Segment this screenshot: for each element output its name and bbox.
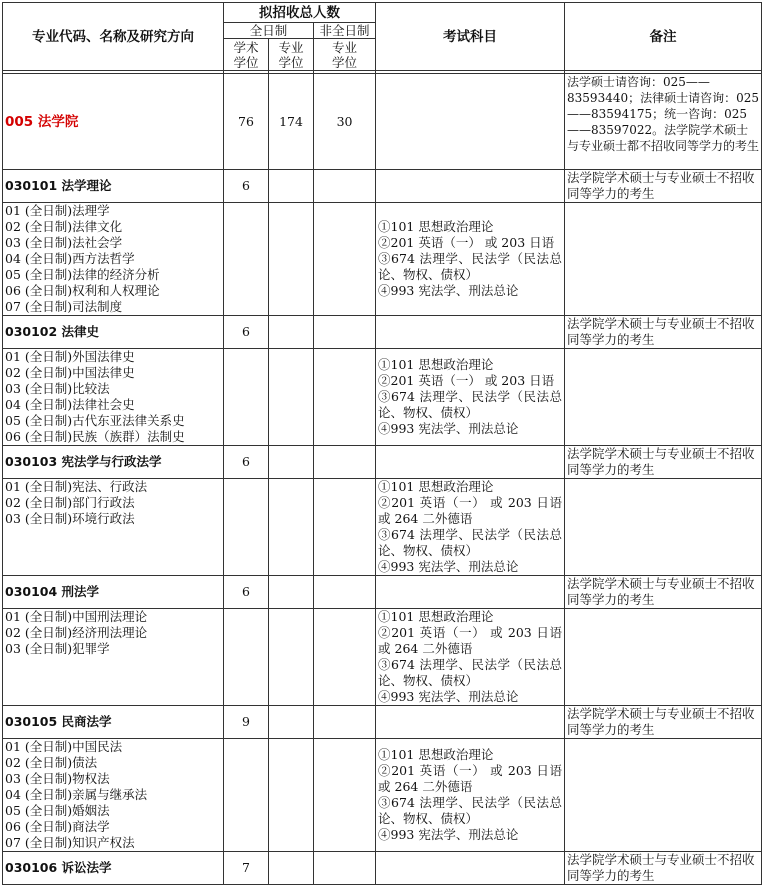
- list-item: 01 (全日制)法理学: [5, 203, 110, 218]
- exam-item: ④993 宪法学、刑法总论: [378, 421, 519, 436]
- list-item: 01 (全日制)中国刑法理论: [5, 609, 148, 624]
- list-item: 05 (全日制)婚姻法: [5, 803, 110, 818]
- direction-row: [3, 609, 762, 706]
- college-academic: 76: [224, 74, 269, 170]
- college-name: 005 法学院: [3, 74, 224, 170]
- major-code: 030104 刑法学: [3, 576, 224, 609]
- header-parttime: 非全日制: [314, 23, 376, 39]
- header-enroll-total: 拟招收总人数: [224, 3, 376, 23]
- exam-item: ④993 宪法学、刑法总论: [378, 689, 519, 704]
- major-row: [3, 170, 762, 203]
- exam-item: ②201 英语（一） 或 203 日语或 264 二外德语: [378, 763, 563, 794]
- exam-subjects: [376, 479, 565, 576]
- list-item: 07 (全日制)司法制度: [5, 299, 123, 314]
- major-code: 030103 宪法学与行政法学: [3, 446, 224, 479]
- major-row: [3, 316, 762, 349]
- list-item: 04 (全日制)法律社会史: [5, 397, 135, 412]
- major-academic: 6: [224, 446, 269, 479]
- exam-subjects: [376, 609, 565, 706]
- major-code: 030101 法学理论: [3, 170, 224, 203]
- exam-item: ①101 思想政治理论: [378, 357, 494, 372]
- list-item: 03 (全日制)比较法: [5, 381, 110, 396]
- header-academic: 学术 学位: [224, 39, 269, 71]
- list-item: 07 (全日制)知识产权法: [5, 835, 135, 850]
- major-remark: 法学院学术硕士与专业硕士不招收同等学力的考生: [565, 576, 762, 609]
- header-exam: 考试科目: [376, 3, 565, 71]
- exam-item: ②201 英语（一） 或 203 日语或 264 二外德语: [378, 495, 563, 526]
- direction-row: [3, 349, 762, 446]
- list-item: 02 (全日制)中国法律史: [5, 365, 135, 380]
- direction-list: [3, 609, 224, 706]
- major-remark: 法学院学术硕士与专业硕士不招收同等学力的考生: [565, 446, 762, 479]
- major-academic: 6: [224, 170, 269, 203]
- major-row: [3, 706, 762, 739]
- header-remark: 备注: [565, 3, 762, 71]
- header-professional-parttime: 专业 学位: [314, 39, 376, 71]
- exam-item: ③674 法理学、民法学（民法总论、物权、债权）: [378, 251, 563, 282]
- major-code: 030102 法律史: [3, 316, 224, 349]
- list-item: 05 (全日制)古代东亚法律关系史: [5, 413, 185, 428]
- header-professional: 专业 学位: [269, 39, 314, 71]
- direction-list: [3, 349, 224, 446]
- exam-subjects: [376, 203, 565, 316]
- enrollment-table: [2, 2, 762, 885]
- major-remark: 法学院学术硕士与专业硕士不招收同等学力的考生: [565, 852, 762, 885]
- major-academic: 6: [224, 316, 269, 349]
- list-item: 02 (全日制)法律文化: [5, 219, 123, 234]
- major-row: [3, 446, 762, 479]
- list-item: 02 (全日制)部门行政法: [5, 495, 135, 510]
- major-remark: 法学院学术硕士与专业硕士不招收同等学力的考生: [565, 706, 762, 739]
- exam-item: ③674 法理学、民法学（民法总论、物权、债权）: [378, 795, 563, 826]
- list-item: 04 (全日制)西方法哲学: [5, 251, 135, 266]
- exam-subjects: [376, 349, 565, 446]
- college-row: [3, 74, 762, 170]
- header-fulltime: 全日制: [224, 23, 314, 39]
- list-item: 06 (全日制)权利和人权理论: [5, 283, 160, 298]
- list-item: 04 (全日制)亲属与继承法: [5, 787, 148, 802]
- college-professional: 174: [269, 74, 314, 170]
- major-row: [3, 576, 762, 609]
- college-remark: 法学硕士请咨询：025——83593440；法律硕士请咨询：025——83594175；统一咨询：025——83597022。法学院学术硕士与专业硕士都不招收同等学力的考生: [565, 74, 762, 170]
- list-item: 06 (全日制)商法学: [5, 819, 110, 834]
- list-item: 03 (全日制)环境行政法: [5, 511, 135, 526]
- college-parttime: 30: [314, 74, 376, 170]
- list-item: 06 (全日制)民族（族群）法制史: [5, 429, 185, 444]
- exam-item: ②201 英语（一） 或 203 日语或 264 二外德语: [378, 625, 563, 656]
- major-academic: 9: [224, 706, 269, 739]
- list-item: 01 (全日制)宪法、行政法: [5, 479, 148, 494]
- list-item: 01 (全日制)中国民法: [5, 739, 123, 754]
- exam-item: ①101 思想政治理论: [378, 479, 494, 494]
- exam-item: ①101 思想政治理论: [378, 609, 494, 624]
- direction-row: [3, 203, 762, 316]
- direction-list: [3, 739, 224, 852]
- exam-item: ①101 思想政治理论: [378, 219, 494, 234]
- exam-item: ④993 宪法学、刑法总论: [378, 283, 519, 298]
- header-major: 专业代码、名称及研究方向: [3, 3, 224, 71]
- major-remark: 法学院学术硕士与专业硕士不招收同等学力的考生: [565, 316, 762, 349]
- direction-list: [3, 203, 224, 316]
- exam-item: ④993 宪法学、刑法总论: [378, 559, 519, 574]
- direction-row: [3, 479, 762, 576]
- list-item: 05 (全日制)法律的经济分析: [5, 267, 160, 282]
- exam-item: ③674 法理学、民法学（民法总论、物权、债权）: [378, 527, 563, 558]
- exam-item: ③674 法理学、民法学（民法总论、物权、债权）: [378, 389, 563, 420]
- list-item: 01 (全日制)外国法律史: [5, 349, 135, 364]
- major-remark: 法学院学术硕士与专业硕士不招收同等学力的考生: [565, 170, 762, 203]
- major-row: [3, 852, 762, 885]
- exam-item: ①101 思想政治理论: [378, 747, 494, 762]
- major-code: 030106 诉讼法学: [3, 852, 224, 885]
- major-academic: 7: [224, 852, 269, 885]
- major-code: 030105 民商法学: [3, 706, 224, 739]
- direction-row: [3, 739, 762, 852]
- exam-subjects: [376, 739, 565, 852]
- direction-list: [3, 479, 224, 576]
- list-item: 03 (全日制)犯罪学: [5, 641, 110, 656]
- list-item: 02 (全日制)经济刑法理论: [5, 625, 148, 640]
- exam-item: ④993 宪法学、刑法总论: [378, 827, 519, 842]
- list-item: 02 (全日制)债法: [5, 755, 98, 770]
- major-academic: 6: [224, 576, 269, 609]
- list-item: 03 (全日制)物权法: [5, 771, 110, 786]
- exam-item: ②201 英语（一） 或 203 日语: [378, 373, 555, 388]
- exam-item: ②201 英语（一） 或 203 日语: [378, 235, 555, 250]
- exam-item: ③674 法理学、民法学（民法总论、物权、债权）: [378, 657, 563, 688]
- list-item: 03 (全日制)法社会学: [5, 235, 123, 250]
